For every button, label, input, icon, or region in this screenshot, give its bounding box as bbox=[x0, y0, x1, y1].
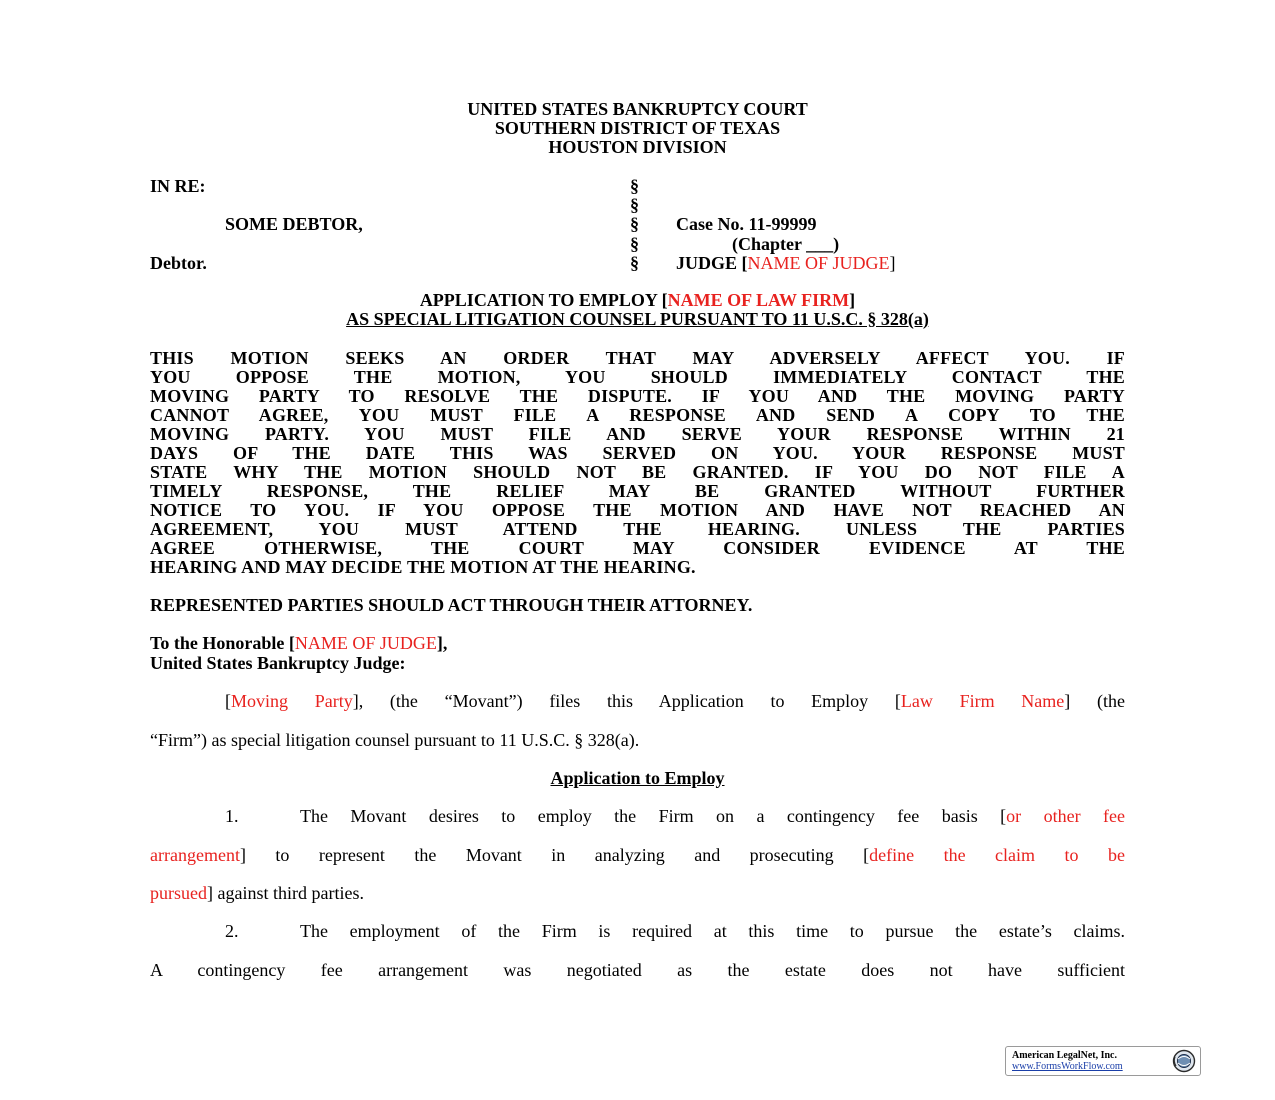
para1-line-1: 1. The Movant desires to employ the Firm on a contingency fee basis [or other fee bbox=[225, 806, 1125, 826]
section-symbol: § bbox=[630, 234, 639, 254]
badge-company: American LegalNet, Inc. bbox=[1012, 1050, 1117, 1061]
notice-line: DAYS OF THE DATE THIS WAS SERVED ON YOU. YOUR RESPONSE MUST bbox=[150, 443, 1125, 463]
para-number: 1. bbox=[225, 806, 239, 826]
badge-url-link[interactable]: www.FormsWorkFlow.com bbox=[1012, 1061, 1123, 1072]
para2-line-2: A contingency fee arrangement was negotiated as the estate does not have sufficient bbox=[150, 960, 1125, 980]
judge-placeholder: NAME OF JUDGE bbox=[294, 633, 437, 653]
salutation-line-2: United States Bankruptcy Judge: bbox=[150, 653, 406, 673]
american-legalnet-badge[interactable] bbox=[1005, 1046, 1201, 1076]
judge-placeholder: NAME OF JUDGE bbox=[747, 253, 890, 273]
section-symbol: § bbox=[630, 195, 639, 215]
notice-line: AGREE OTHERWISE, THE COURT MAY CONSIDER EVIDENCE AT THE bbox=[150, 538, 1125, 558]
title-line-1: APPLICATION TO EMPLOY [NAME OF LAW FIRM] bbox=[419, 290, 856, 310]
notice-line: YOU OPPOSE THE MOTION, YOU SHOULD IMMEDIATELY CONTACT THE bbox=[150, 367, 1125, 387]
fee-placeholder: or other fee bbox=[1006, 806, 1125, 826]
intro-line-1: [Moving Party], (the “Movant”) files this Application to Employ [Law Firm Name] (the bbox=[225, 691, 1125, 711]
document-title bbox=[150, 291, 1125, 329]
fee-placeholder: arrangement bbox=[150, 845, 240, 865]
intro-line-2: “Firm”) as special litigation counsel pursuant to 11 U.S.C. § 328(a). bbox=[150, 730, 640, 750]
caption-debtor-label: Debtor. bbox=[150, 253, 207, 273]
para-number: 2. bbox=[225, 921, 239, 941]
section-symbol: § bbox=[630, 253, 639, 273]
section-heading: Application to Employ bbox=[550, 768, 725, 788]
represented-parties-notice: REPRESENTED PARTIES SHOULD ACT THROUGH THEIR ATTORNEY. bbox=[150, 595, 753, 615]
notice-line: MOVING PARTY TO RESOLVE THE DISPUTE. IF YOU AND THE MOVING PARTY bbox=[150, 386, 1125, 406]
court-division: HOUSTON DIVISION bbox=[548, 137, 727, 157]
court-heading bbox=[150, 100, 1125, 157]
notice-line: TIMELY RESPONSE, THE RELIEF MAY BE GRANTED WITHOUT FURTHER bbox=[150, 481, 1125, 501]
notice-line: CANNOT AGREE, YOU MUST FILE A RESPONSE AND SEND A COPY TO THE bbox=[150, 405, 1125, 425]
globe-icon bbox=[1172, 1049, 1196, 1073]
para1-line-2: arrangement] to represent the Movant in analyzing and prosecuting [define the claim to be bbox=[150, 845, 1125, 865]
para2-line-1: 2. The employment of the Firm is required at this time to pursue the estate’s claims. bbox=[225, 921, 1125, 941]
notice-block bbox=[150, 349, 1125, 577]
notice-line: STATE WHY THE MOTION SHOULD NOT BE GRANTED. IF YOU DO NOT FILE A bbox=[150, 462, 1125, 482]
caption-debtor-name: SOME DEBTOR, bbox=[225, 214, 363, 234]
claim-placeholder: pursued bbox=[150, 883, 207, 903]
law-firm-placeholder: NAME OF LAW FIRM bbox=[667, 290, 850, 310]
notice-line: NOTICE TO YOU. IF YOU OPPOSE THE MOTION AND HAVE NOT REACHED AN bbox=[150, 500, 1125, 520]
section-symbol: § bbox=[630, 176, 639, 196]
movant-placeholder: Moving Party bbox=[231, 691, 353, 711]
notice-line: MOVING PARTY. YOU MUST FILE AND SERVE YOUR RESPONSE WITHIN 21 bbox=[150, 424, 1125, 444]
salutation-line-1: To the Honorable [NAME OF JUDGE], bbox=[150, 633, 448, 653]
notice-line: THIS MOTION SEEKS AN ORDER THAT MAY ADVERSELY AFFECT YOU. IF bbox=[150, 348, 1125, 368]
notice-line: AGREEMENT, YOU MUST ATTEND THE HEARING. UNLESS THE PARTIES bbox=[150, 519, 1125, 539]
court-district: SOUTHERN DISTRICT OF TEXAS bbox=[494, 118, 781, 138]
court-name: UNITED STATES BANKRUPTCY COURT bbox=[467, 99, 808, 119]
chapter: (Chapter ___) bbox=[732, 234, 840, 254]
notice-line: HEARING AND MAY DECIDE THE MOTION AT THE HEARING. bbox=[150, 557, 696, 577]
title-line-2: AS SPECIAL LITIGATION COUNSEL PURSUANT TO 11 U.S.C. § 328(a) bbox=[346, 309, 929, 329]
case-number: Case No. 11-99999 bbox=[676, 214, 817, 234]
caption-in-re: IN RE: bbox=[150, 176, 206, 196]
judge-line: JUDGE [NAME OF JUDGE] bbox=[676, 253, 896, 273]
para1-line-3: pursued] against third parties. bbox=[150, 883, 364, 903]
claim-placeholder: define the claim to be bbox=[869, 845, 1125, 865]
firm-placeholder: Law Firm Name bbox=[900, 691, 1065, 711]
section-symbol: § bbox=[630, 214, 639, 234]
